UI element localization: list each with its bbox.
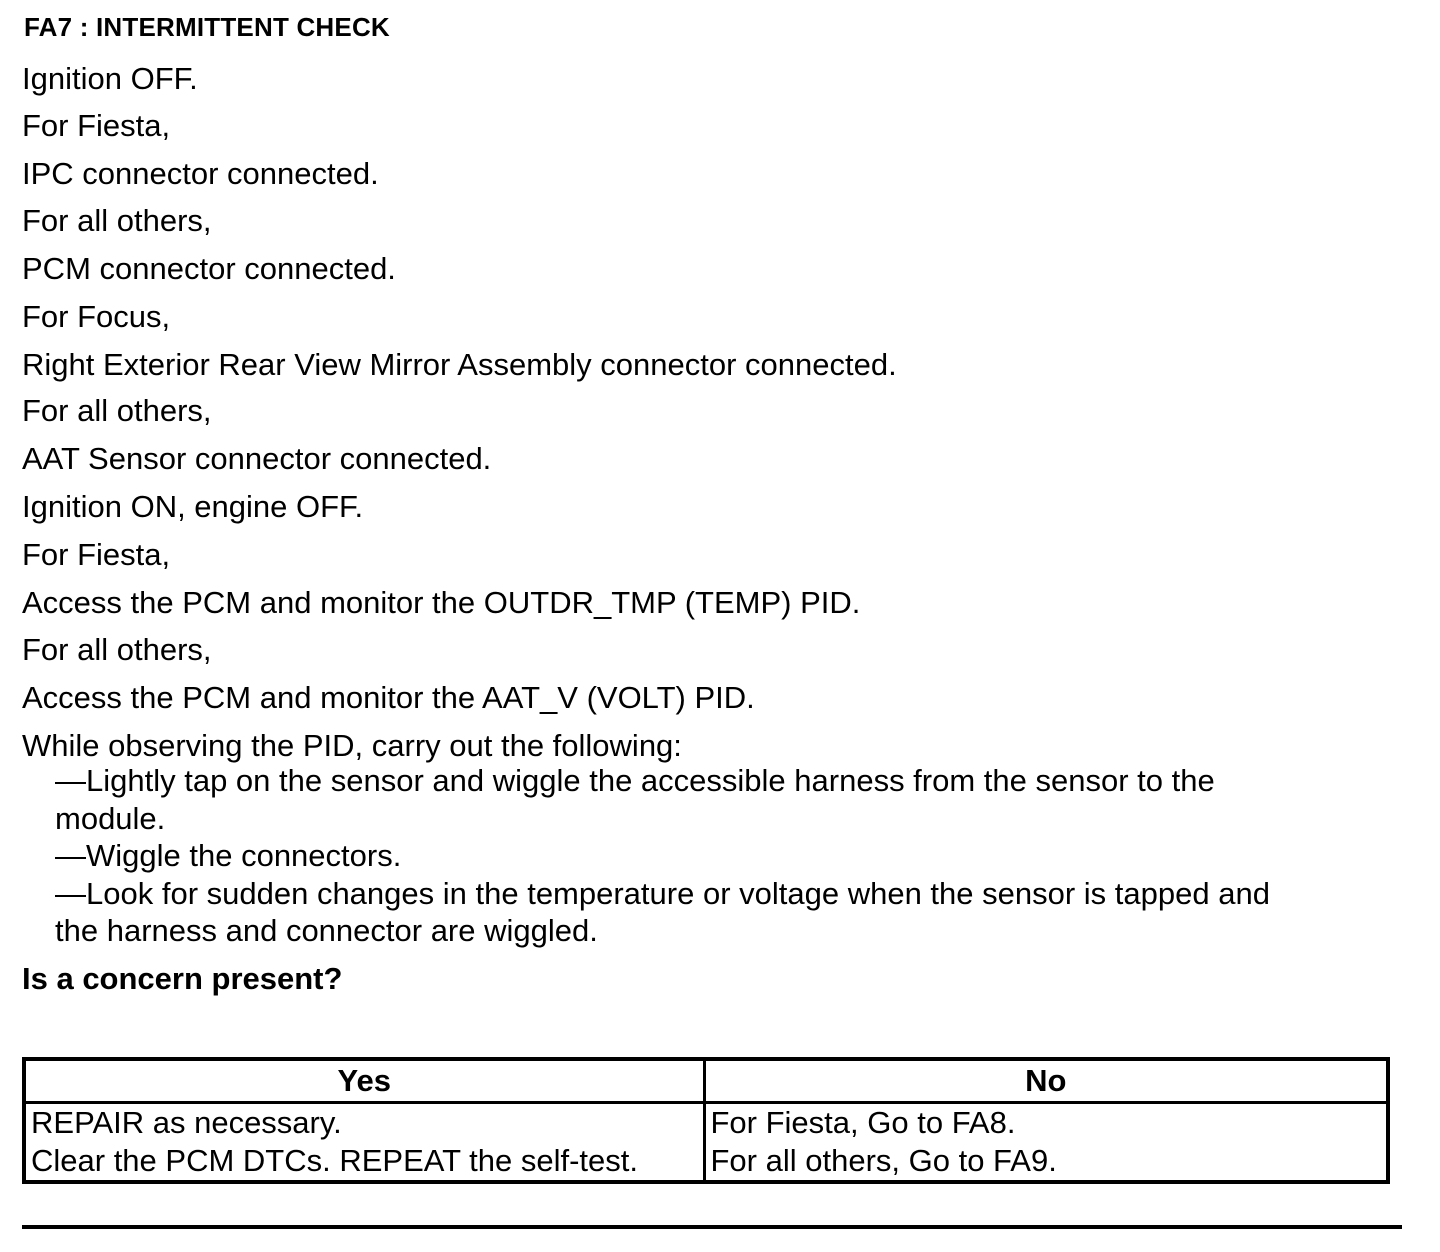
step-text: For all others, bbox=[22, 393, 212, 428]
table-row bbox=[24, 1103, 1388, 1183]
no-header: No bbox=[704, 1059, 1388, 1103]
page-title: FA7 : INTERMITTENT CHECK bbox=[24, 12, 390, 42]
step-text: For all others, bbox=[22, 632, 212, 667]
question-text: Is a concern present? bbox=[22, 961, 343, 996]
list-item: module. bbox=[55, 800, 166, 836]
step-text: For Fiesta, bbox=[22, 108, 171, 143]
yes-cell bbox=[24, 1103, 704, 1183]
no-line: For all others, Go to FA9. bbox=[710, 1143, 1057, 1178]
step-text: For Focus, bbox=[22, 299, 171, 334]
step-text: IPC connector connected. bbox=[22, 156, 379, 191]
no-line: For Fiesta, Go to FA8. bbox=[710, 1105, 1016, 1140]
step-text: Access the PCM and monitor the AAT_V (VOLT) PID. bbox=[22, 680, 755, 715]
no-cell bbox=[704, 1103, 1388, 1183]
result-table bbox=[22, 1057, 1390, 1184]
step-text: Right Exterior Rear View Mirror Assembly connector connected. bbox=[22, 347, 897, 382]
step-text: For Fiesta, bbox=[22, 537, 171, 572]
instruction-list bbox=[55, 762, 1395, 950]
step-text: PCM connector connected. bbox=[22, 251, 396, 286]
table-header-row bbox=[24, 1059, 1388, 1103]
bottom-divider bbox=[22, 1225, 1402, 1229]
list-item: —Look for sudden changes in the temperature or voltage when the sensor is tapped and bbox=[55, 875, 1270, 911]
step-text: AAT Sensor connector connected. bbox=[22, 441, 492, 476]
step-text: For all others, bbox=[22, 203, 212, 238]
step-text: Access the PCM and monitor the OUTDR_TMP (TEMP) PID. bbox=[22, 585, 861, 620]
yes-line: Clear the PCM DTCs. REPEAT the self-test. bbox=[31, 1143, 638, 1178]
step-text: While observing the PID, carry out the following: bbox=[22, 728, 682, 763]
step-text: Ignition OFF. bbox=[22, 61, 198, 96]
list-item: the harness and connector are wiggled. bbox=[55, 913, 598, 948]
list-item: —Wiggle the connectors. bbox=[55, 838, 402, 873]
yes-header: Yes bbox=[24, 1059, 704, 1103]
yes-line: REPAIR as necessary. bbox=[31, 1105, 342, 1140]
list-item: —Lightly tap on the sensor and wiggle the accessible harness from the sensor to the bbox=[55, 763, 1215, 798]
step-text: Ignition ON, engine OFF. bbox=[22, 489, 364, 524]
